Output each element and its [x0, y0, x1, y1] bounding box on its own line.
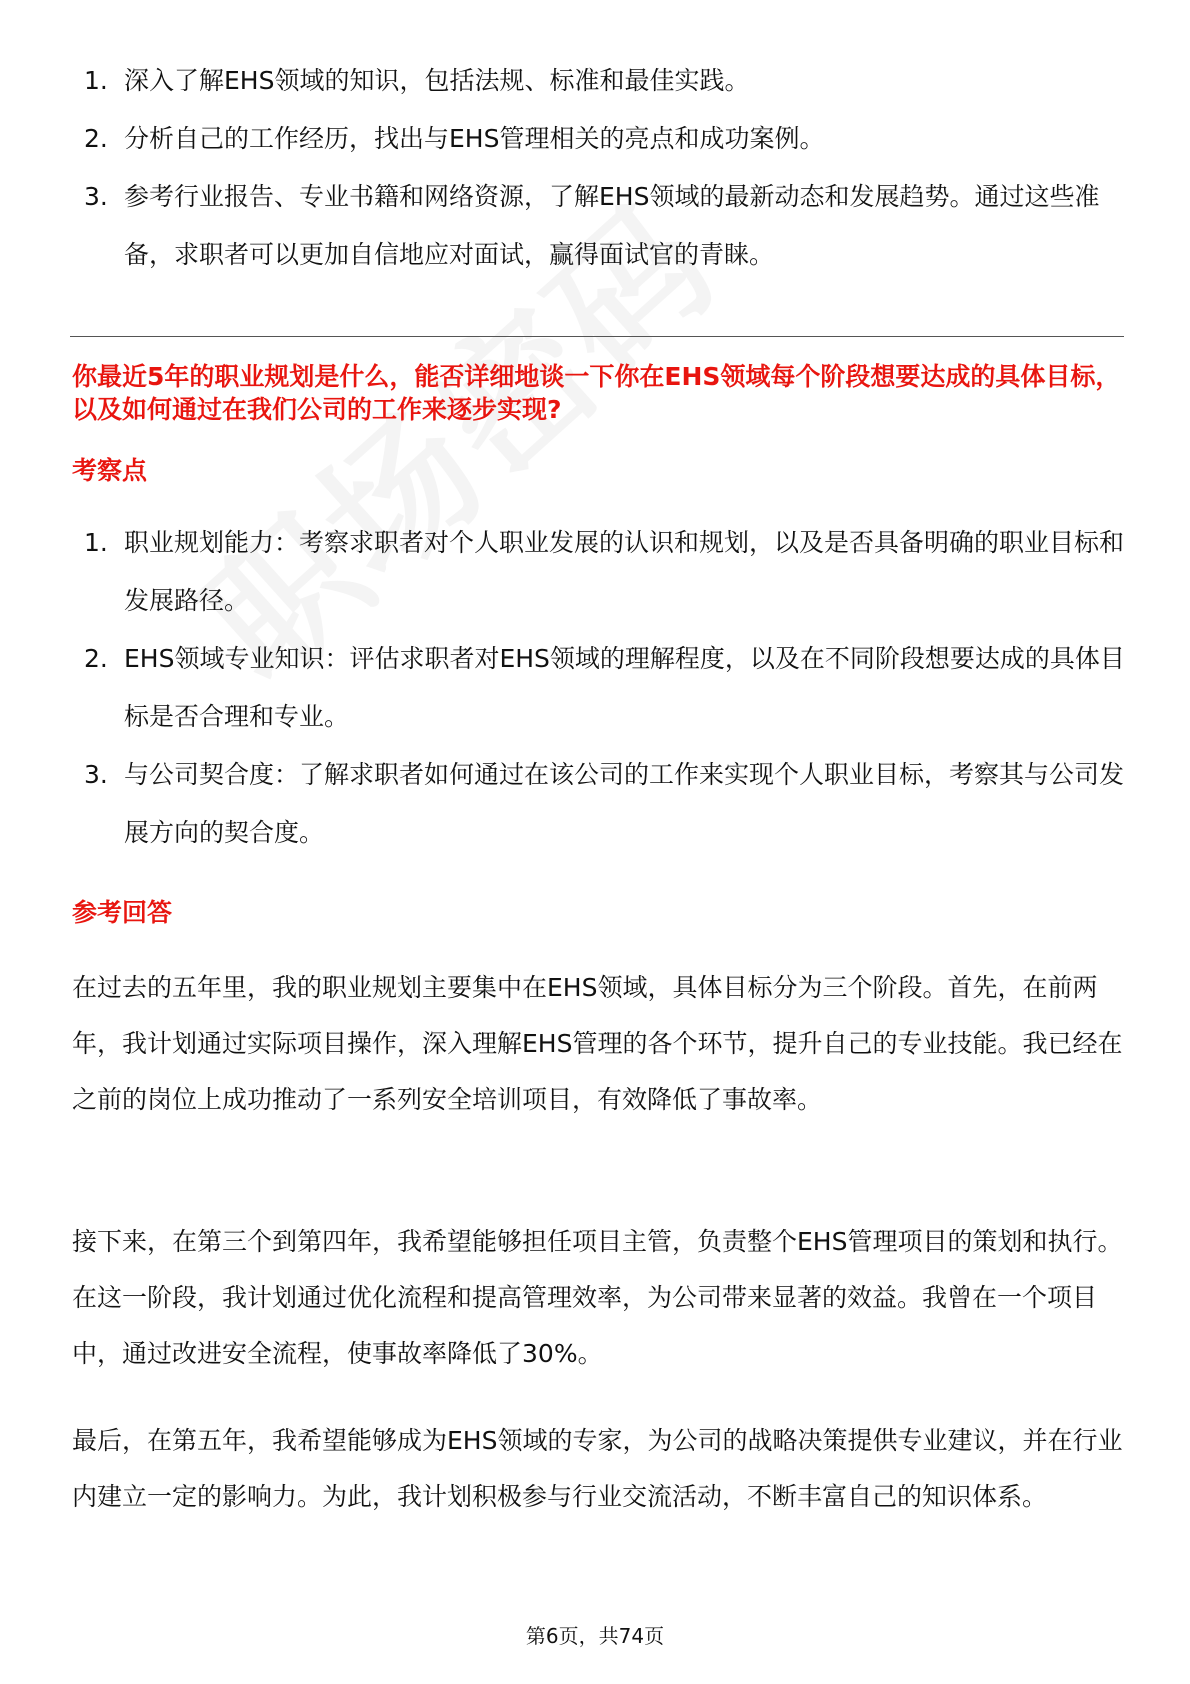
list-number: 3. — [84, 182, 108, 211]
list-number: 1. — [84, 528, 108, 557]
list-text: 与公司契合度：了解求职者如何通过在该公司的工作来实现个人职业目标，考察其与公司发展方向的契合度。 — [124, 760, 1125, 847]
list-number: 1. — [84, 66, 108, 95]
list-item — [0, 168, 1190, 284]
section-divider — [70, 336, 1124, 337]
list-text: 职业规划能力：考察求职者对个人职业发展的认识和规划，以及是否具备明确的职业目标和发展路径。 — [124, 528, 1125, 615]
list-number: 2. — [84, 124, 108, 153]
answer-heading: 参考回答 — [72, 898, 173, 927]
list-item — [0, 514, 1190, 630]
assessment-list — [0, 514, 1190, 862]
list-text: 深入了解EHS领域的知识，包括法规、标准和最佳实践。 — [124, 66, 750, 95]
page-number: 第6页，共74页 — [525, 1624, 665, 1648]
answer-paragraph: 在过去的五年里，我的职业规划主要集中在EHS领域，具体目标分为三个阶段。首先，在前两年，我计划通过实际项目操作，深入理解EHS管理的各个环节，提升自己的专业技能。我已经在之前的岗位上成功推动了一系列安全培训项目，有效降低了事故率。 — [72, 973, 1123, 1114]
list-item — [0, 110, 1190, 168]
interview-question: 你最近5年的职业规划是什么，能否详细地谈一下你在EHS领域每个阶段想要达成的具体目标，以及如何通过在我们公司的工作来逐步实现? — [72, 362, 1121, 424]
list-item — [0, 52, 1190, 110]
list-text: 分析自己的工作经历，找出与EHS管理相关的亮点和成功案例。 — [124, 124, 825, 153]
answer-paragraph: 接下来，在第三个到第四年，我希望能够担任项目主管，负责整个EHS管理项目的策划和执行。在这一阶段，我计划通过优化流程和提高管理效率，为公司带来显著的效益。我曾在一个项目中，通过改进安全流程，使事故率降低了30%。 — [72, 1227, 1123, 1368]
list-number: 3. — [84, 760, 108, 789]
list-number: 2. — [84, 644, 108, 673]
answer-paragraph: 最后，在第五年，我希望能够成为EHS领域的专家，为公司的战略决策提供专业建议，并在行业内建立一定的影响力。为此，我计划积极参与行业交流活动，不断丰富自己的知识体系。 — [72, 1426, 1123, 1511]
list-text: 参考行业报告、专业书籍和网络资源，了解EHS领域的最新动态和发展趋势。通过这些准备，求职者可以更加自信地应对面试，赢得面试官的青睐。 — [124, 182, 1100, 269]
list-text: EHS领域专业知识：评估求职者对EHS领域的理解程度，以及在不同阶段想要达成的具体目标是否合理和专业。 — [124, 644, 1125, 731]
assessment-heading: 考察点 — [72, 456, 148, 485]
list-item — [0, 630, 1190, 746]
list-item — [0, 746, 1190, 862]
preparation-list — [0, 52, 1190, 284]
